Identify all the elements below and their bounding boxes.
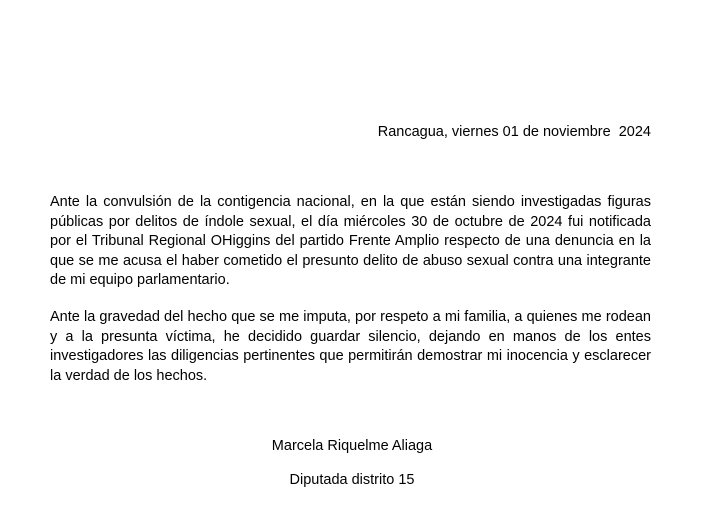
signature-title: Diputada distrito 15 bbox=[289, 472, 415, 488]
signature-name: Marcela Riquelme Aliaga bbox=[271, 438, 433, 454]
letter-date-line: Rancagua, viernes 01 de noviembre 2024 bbox=[377, 124, 651, 140]
letter-paragraph-2: Ante la gravedad del hecho que se me imputa, por respeto a mi familia, a quienes me rodean y a la presunta víctima, he decidido guardar silencio, dejando en manos de los entes investigadores las diligencias pertinentes que permitirán demostrar mi inocencia y esclarecer la verdad de los hechos. bbox=[50, 309, 651, 384]
letter-paragraph-1: Ante la convulsión de la contigencia nacional, en la que están siendo investigadas figuras públicas por delitos de índole sexual, el día miércoles 30 de octubre de 2024 fui notificada por el Tribunal Regional OHiggins del partido Frente Amplio respecto de una denuncia en la que se me acusa el haber cometido el presunto delito de abuso sexual contra una integrante de mi equipo parlamentario. bbox=[50, 194, 651, 288]
